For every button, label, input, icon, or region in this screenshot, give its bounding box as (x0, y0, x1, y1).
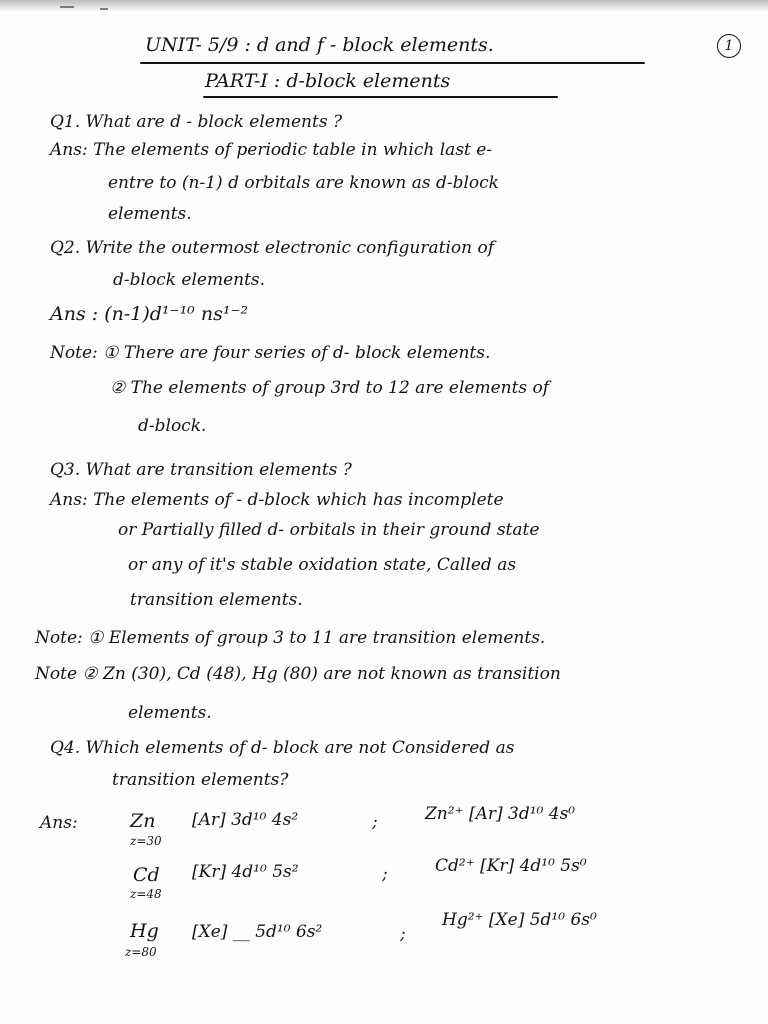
q1-answer-line: Ans: The elements of periodic table in which last e- (50, 140, 493, 160)
separator: ; (400, 924, 406, 944)
page-title: UNIT- 5/9 : d and f - block elements. (145, 34, 494, 56)
scan-mark (60, 6, 74, 8)
note-line: elements. (128, 703, 212, 723)
note-line: Note ② Zn (30), Cd (48), Hg (80) are not known as transition (35, 664, 561, 684)
atomic-number: z=30 (130, 834, 162, 848)
element-symbol: Zn (130, 810, 156, 832)
note-line: d-block. (138, 416, 207, 436)
note-line: ② The elements of group 3rd to 12 are elements of (110, 378, 550, 398)
title-underline (140, 62, 645, 64)
q3-answer-line: Ans: The elements of - d-block which has incomplete (50, 490, 504, 510)
q3-answer-line: or any of it's stable oxidation state, Called as (128, 555, 517, 575)
note-line: Note: ① Elements of group 3 to 11 are transition elements. (35, 628, 546, 648)
page-number: 1 (717, 34, 741, 58)
electronic-configuration: [Xe] __ 5d¹⁰ 6s² (192, 922, 323, 942)
q4-answer-label: Ans: (40, 813, 78, 833)
q4-question: Q4. Which elements of d- block are not Considered as (50, 738, 515, 758)
separator: ; (372, 812, 378, 832)
element-symbol: Hg (130, 920, 159, 942)
q1-answer-line: entre to (n-1) d orbitals are known as d-block (108, 173, 499, 193)
electronic-configuration: [Ar] 3d¹⁰ 4s² (192, 810, 299, 830)
scan-top-edge (0, 0, 768, 12)
electronic-configuration: [Kr] 4d¹⁰ 5s² (192, 862, 299, 882)
q2-question: Q2. Write the outermost electronic configuration of (50, 238, 494, 258)
q2-answer: Ans : (n-1)d¹⁻¹⁰ ns¹⁻² (50, 303, 249, 325)
q3-answer-line: transition elements. (130, 590, 303, 610)
separator: ; (382, 864, 388, 884)
ion-configuration: Cd²⁺ [Kr] 4d¹⁰ 5s⁰ (435, 856, 587, 876)
q2-question: d-block elements. (113, 270, 266, 290)
q4-question: transition elements? (112, 770, 289, 790)
q3-question: Q3. What are transition elements ? (50, 460, 352, 480)
element-symbol: Cd (133, 864, 160, 886)
ion-configuration: Hg²⁺ [Xe] 5d¹⁰ 6s⁰ (442, 910, 597, 930)
q1-question: Q1. What are d - block elements ? (50, 112, 343, 132)
subtitle-underline (203, 96, 558, 98)
q3-answer-line: or Partially filled d- orbitals in their ground state (118, 520, 540, 540)
q1-answer-line: elements. (108, 204, 192, 224)
atomic-number: z=48 (130, 887, 162, 901)
ion-configuration: Zn²⁺ [Ar] 3d¹⁰ 4s⁰ (425, 804, 576, 824)
scan-mark (100, 8, 108, 10)
page-subtitle: PART-I : d-block elements (205, 70, 451, 92)
note-line: Note: ① There are four series of d- block elements. (50, 343, 491, 363)
atomic-number: z=80 (125, 945, 157, 959)
